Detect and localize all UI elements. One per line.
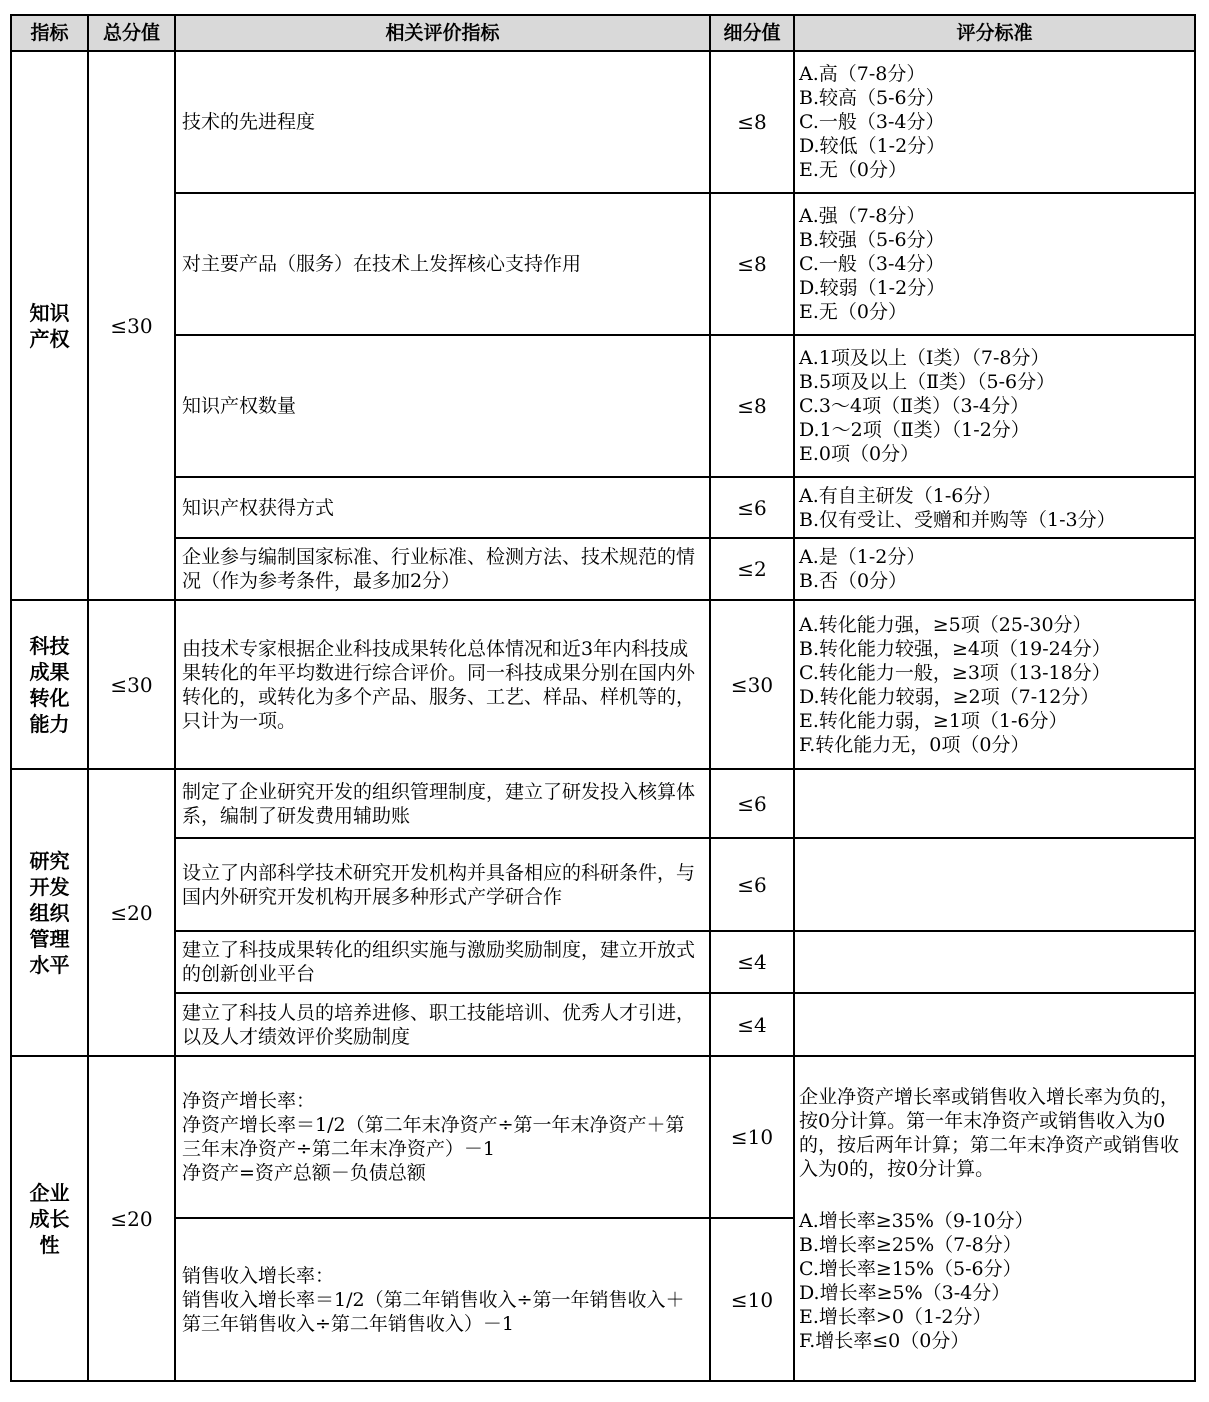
text-line: D.较低（1-2分）: [799, 135, 946, 157]
total-score-cell: ≤20: [88, 769, 175, 1056]
text-line: 销售收入增长率＝1/2（第二年销售收入÷第一年销售收入＋第三年销售收入÷第二年销售收入）－1: [182, 1288, 685, 1335]
standard-cell: [794, 769, 1195, 838]
table-row: [11, 193, 1195, 335]
sub-score-cell: ≤2: [710, 538, 794, 600]
text-line: E.增长率>0（1-2分）: [799, 1305, 992, 1328]
category-cell: [11, 600, 88, 769]
sub-score-cell: ≤30: [710, 600, 794, 769]
text-line: 企业: [29, 1180, 70, 1205]
indicator-cell: 建立了科技成果转化的组织实施与激励奖励制度，建立开放式的创新创业平台: [175, 931, 710, 993]
text-line: B.增长率≥25%（7-8分）: [799, 1233, 1022, 1256]
category-cell: [11, 51, 88, 600]
text-line: 性: [39, 1232, 60, 1257]
sub-score-cell: ≤10: [710, 1218, 794, 1381]
text-line: C.3～4项（Ⅱ类）（3-4分）: [799, 395, 1030, 417]
text-line: A.增长率≥35%（9-10分）: [799, 1209, 1034, 1232]
table-row: [11, 931, 1195, 993]
header-related-indicator: 相关评价指标: [175, 15, 710, 51]
text-line: A.转化能力强，≥5项（25-30分）: [799, 613, 1092, 636]
scoring-table: [10, 14, 1196, 1382]
text-line: D.增长率≥5%（3-4分）: [799, 1281, 1011, 1304]
text-line: 研究: [29, 848, 70, 873]
header-indicator: 指标: [11, 15, 88, 51]
text-line: C.转化能力一般，≥3项（13-18分）: [799, 661, 1111, 684]
text-line: D.1～2项（Ⅱ类）（1-2分）: [799, 419, 1030, 441]
indicator-cell: 企业参与编制国家标准、行业标准、检测方法、技术规范的情况（作为参考条件，最多加2分）: [175, 538, 710, 600]
table-row: [11, 993, 1195, 1056]
sub-score-cell: ≤8: [710, 335, 794, 477]
table-row: [11, 335, 1195, 477]
text-line: 销售收入增长率：: [182, 1264, 335, 1287]
indicator-cell: 设立了内部科学技术研究开发机构并具备相应的科研条件，与国内外研究开发机构开展多种形式产学研合作: [175, 838, 710, 931]
standard-cell: [794, 538, 1195, 600]
indicator-cell: 知识产权数量: [175, 335, 710, 477]
text-line: C.增长率≥15%（5-6分）: [799, 1257, 1022, 1280]
text-line: 净资产=资产总额－负债总额: [182, 1162, 426, 1184]
sub-score-cell: ≤4: [710, 931, 794, 993]
total-score-cell: ≤30: [88, 600, 175, 769]
text-line: E.转化能力弱，≥1项（1-6分）: [799, 709, 1068, 732]
text-line: C.一般（3-4分）: [799, 111, 945, 133]
text-line: 开发: [29, 874, 70, 899]
sub-score-cell: ≤6: [710, 477, 794, 538]
indicator-cell: [175, 1218, 710, 1381]
text-line: D.较弱（1-2分）: [799, 277, 946, 299]
text-line: 能力: [29, 711, 70, 736]
total-score-cell: ≤20: [88, 1056, 175, 1381]
standard-cell: [794, 335, 1195, 477]
standard-cell: [794, 193, 1195, 335]
table-row: [11, 538, 1195, 600]
indicator-cell: 建立了科技人员的培养进修、职工技能培训、优秀人才引进，以及人才绩效评价奖励制度: [175, 993, 710, 1056]
sub-score-cell: ≤6: [710, 838, 794, 931]
standard-cell: [794, 1056, 1195, 1381]
text-line: A.强（7-8分）: [799, 205, 926, 227]
table-row: [11, 477, 1195, 538]
text-line: A.高（7-8分）: [799, 63, 926, 85]
text-line: B.仅有受让、受赠和并购等（1-3分）: [799, 508, 1116, 531]
indicator-cell: 技术的先进程度: [175, 51, 710, 193]
text-line: D.转化能力较弱，≥2项（7-12分）: [799, 685, 1100, 708]
total-score-cell: ≤30: [88, 51, 175, 600]
sub-score-cell: ≤8: [710, 193, 794, 335]
text-line: C.一般（3-4分）: [799, 253, 945, 275]
sub-score-cell: ≤4: [710, 993, 794, 1056]
indicator-cell: 对主要产品（服务）在技术上发挥核心支持作用: [175, 193, 710, 335]
text-line: A.是（1-2分）: [799, 546, 926, 568]
standard-cell: [794, 600, 1195, 769]
text-line: B.否（0分）: [799, 570, 908, 592]
sub-score-cell: ≤10: [710, 1056, 794, 1218]
header-row: [11, 15, 1195, 51]
text-line: 成长: [29, 1206, 70, 1231]
standard-cell: [794, 477, 1195, 538]
text-line: F.增长率≤0（0分）: [799, 1329, 970, 1352]
table-row: [11, 51, 1195, 193]
standard-cell: [794, 931, 1195, 993]
category-cell: [11, 1056, 88, 1381]
standard-cell: [794, 993, 1195, 1056]
text-line: E.无（0分）: [799, 159, 907, 181]
standard-note: 企业净资产增长率或销售收入增长率为负的，按0分计算。第一年末净资产或销售收入为0的，按后两年计算；第二年末净资产或销售收入为0的，按0分计算。: [799, 1085, 1180, 1180]
text-line: 净资产增长率＝1/2（第二年末净资产÷第一年末净资产＋第三年末净资产÷第二年末净资产）－1: [182, 1114, 685, 1160]
table-row: [11, 600, 1195, 769]
text-line: 组织: [29, 900, 70, 925]
text-line: 管理: [29, 926, 70, 951]
indicator-cell: [175, 1056, 710, 1218]
header-sub-score: 细分值: [710, 15, 794, 51]
text-line: E.0项（0分）: [799, 443, 920, 465]
table-row: [11, 1056, 1195, 1218]
table-row: [11, 769, 1195, 838]
text-line: 水平: [29, 952, 70, 977]
text-line: 科技: [29, 633, 70, 658]
text-line: 产权: [29, 326, 70, 351]
text-line: 净资产增长率：: [182, 1090, 316, 1112]
sub-score-cell: ≤6: [710, 769, 794, 838]
text-line: 成果: [29, 659, 70, 684]
text-line: A.有自主研发（1-6分）: [799, 484, 1002, 507]
text-line: B.5项及以上（Ⅱ类）（5-6分）: [799, 371, 1056, 393]
table-row: [11, 838, 1195, 931]
standard-cell: [794, 838, 1195, 931]
header-scoring-standard: 评分标准: [794, 15, 1195, 51]
indicator-cell: 知识产权获得方式: [175, 477, 710, 538]
text-line: F.转化能力无，0项（0分）: [799, 733, 1030, 756]
text-line: B.较高（5-6分）: [799, 87, 945, 109]
text-line: A.1项及以上（Ⅰ类）（7-8分）: [799, 347, 1050, 369]
text-line: B.较强（5-6分）: [799, 229, 945, 251]
text-line: 转化: [29, 685, 70, 710]
standard-cell: [794, 51, 1195, 193]
category-cell: [11, 769, 88, 1056]
indicator-cell: 制定了企业研究开发的组织管理制度，建立了研发投入核算体系，编制了研发费用辅助账: [175, 769, 710, 838]
text-line: B.转化能力较强，≥4项（19-24分）: [799, 637, 1111, 660]
text-line: E.无（0分）: [799, 301, 907, 323]
text-line: 知识: [29, 300, 70, 325]
indicator-cell: 由技术专家根据企业科技成果转化总体情况和近3年内科技成果转化的年平均数进行综合评价。同一科技成果分别在国内外转化的，或转化为多个产品、服务、工艺、样品、样机等的，只计为一项。: [175, 600, 710, 769]
sub-score-cell: ≤8: [710, 51, 794, 193]
header-total-score: 总分值: [88, 15, 175, 51]
